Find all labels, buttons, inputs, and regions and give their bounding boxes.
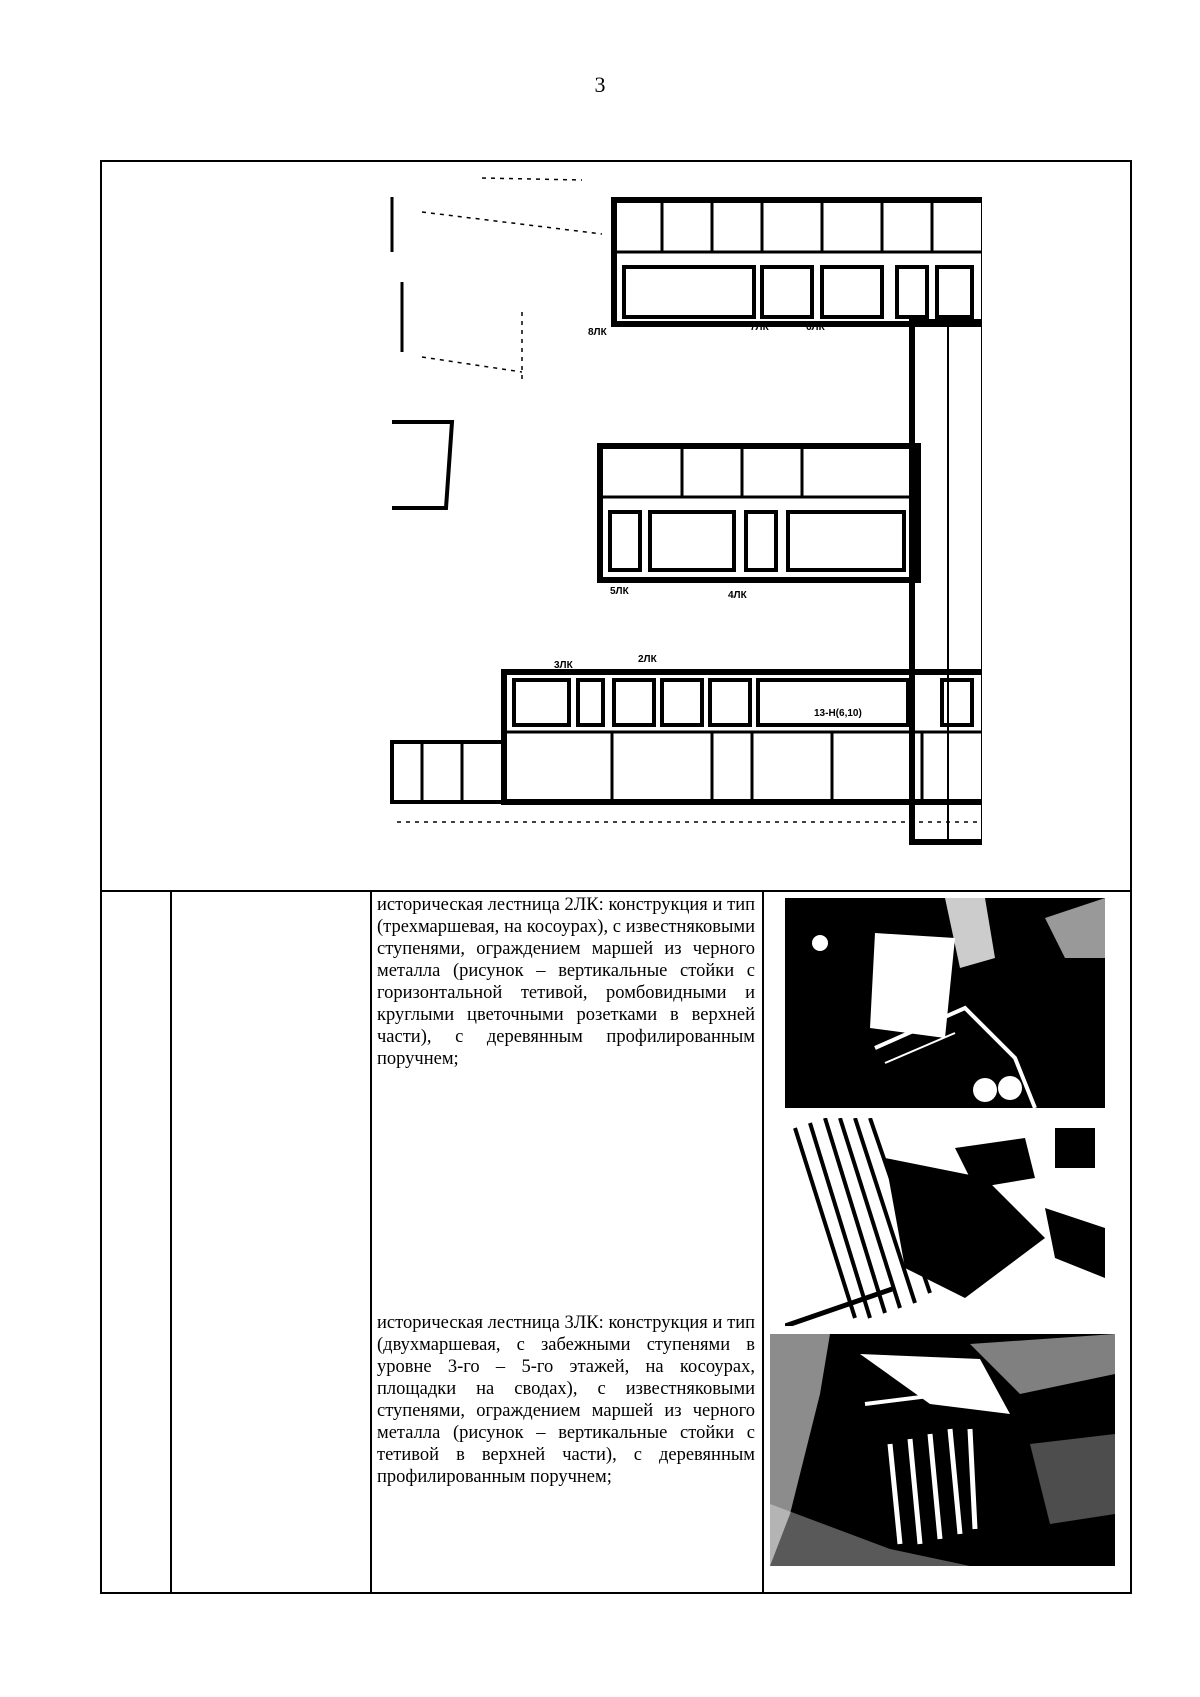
- label-6lk: 6ЛК: [806, 322, 825, 333]
- column-divider-3: [762, 892, 764, 1592]
- label-4lk: 4ЛК: [728, 590, 747, 601]
- label-room-13n: 13-Н(6,10): [814, 708, 862, 719]
- label-7lk: 7ЛК: [750, 322, 769, 333]
- label-8lk: 8ЛК: [588, 327, 607, 338]
- column-divider-1: [170, 892, 172, 1592]
- label-2lk: 2ЛК: [638, 654, 657, 665]
- label-3lk: 3ЛК: [554, 660, 573, 671]
- label-5lk: 5ЛК: [610, 586, 629, 597]
- document-table: [100, 160, 1132, 1594]
- description-staircase-2lk: историческая лестница 2ЛК: конструкция и тип (трехмаршевая, на косоурах), с известняковыми ступенями, ограждением маршей из черного металла (рисунок – вертикальные стойки с горизонтальной тетивой, ромбовидными и круглыми цветочными розетками в верхней части), с деревянным профилированным поручнем;: [377, 895, 755, 1069]
- photo-staircase-3lk: [770, 1334, 1115, 1566]
- photo-staircase-2lk-view-1: [785, 898, 1105, 1108]
- floor-plan-drawing: [322, 172, 982, 872]
- floor-plan-cell: [102, 162, 1130, 892]
- column-divider-2: [370, 892, 372, 1592]
- page-number: 3: [594, 72, 606, 97]
- photo-staircase-2lk-view-2: [785, 1118, 1105, 1326]
- description-staircase-3lk: историческая лестница 3ЛК: конструкция и тип (двухмаршевая, с забежными ступенями в уровне 3-го – 5-го этажей, на косоурах, площадки на сводах), с известняковыми ступенями, ограждением маршей из черного металла (рисунок – вертикальные стойки с тетивой в верхней части), с деревянным профилированным поручнем;: [377, 1313, 755, 1487]
